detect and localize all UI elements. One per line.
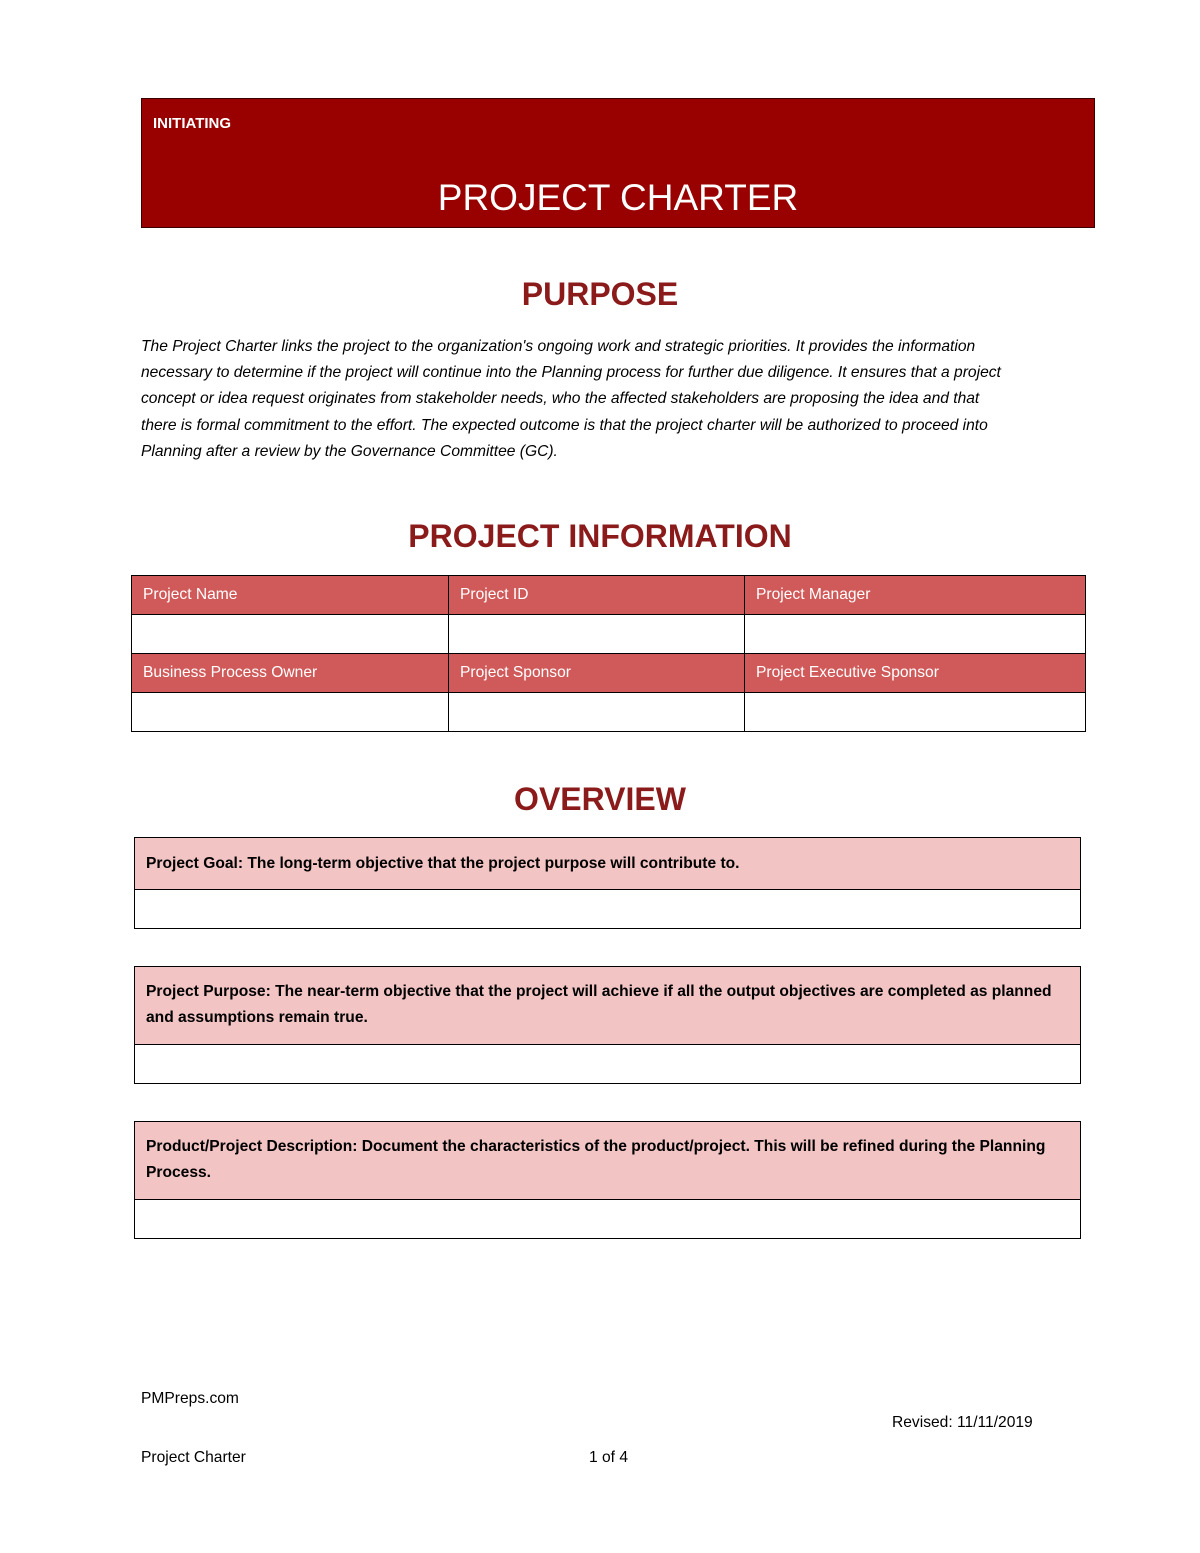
project-goal-description: The long-term objective that the project purpose will contribute to.	[243, 855, 740, 872]
table-header-row	[132, 654, 1086, 693]
project-id-header: Project ID	[449, 576, 745, 615]
project-goal-box	[134, 837, 1081, 929]
project-sponsor-field[interactable]	[449, 693, 745, 732]
product-project-description-header	[135, 1122, 1080, 1200]
overview-heading: OVERVIEW	[514, 781, 686, 817]
project-purpose-label: Project Purpose:	[146, 983, 271, 1000]
table-value-row	[132, 693, 1086, 732]
project-name-field[interactable]	[132, 615, 449, 654]
project-goal-label: Project Goal:	[146, 855, 244, 872]
project-id-field[interactable]	[449, 615, 745, 654]
product-project-description-label: Product/Project Description:	[146, 1138, 358, 1155]
purpose-heading: PURPOSE	[521, 276, 679, 312]
project-goal-field[interactable]	[135, 890, 1080, 928]
project-purpose-box	[134, 966, 1081, 1084]
project-sponsor-header: Project Sponsor	[449, 654, 745, 693]
business-process-owner-header: Business Process Owner	[132, 654, 449, 693]
product-project-description-text: Document the characteristics of the product/project. This will be refined during the Planning Process.	[146, 1138, 1046, 1181]
project-goal-header	[135, 838, 1080, 890]
project-information-table	[131, 575, 1086, 732]
project-manager-header: Project Manager	[745, 576, 1086, 615]
project-name-header: Project Name	[132, 576, 449, 615]
phase-label: INITIATING	[153, 115, 232, 132]
product-project-description-box	[134, 1121, 1081, 1239]
project-manager-field[interactable]	[745, 615, 1086, 654]
website-label: PMPreps.com	[141, 1390, 239, 1407]
header-banner	[141, 98, 1095, 228]
project-executive-sponsor-header: Project Executive Sponsor	[745, 654, 1086, 693]
revised-date: Revised: 11/11/2019	[892, 1414, 1033, 1431]
page-number: 1 of 4	[589, 1449, 629, 1466]
project-purpose-field[interactable]	[135, 1045, 1080, 1083]
project-executive-sponsor-field[interactable]	[745, 693, 1086, 732]
product-project-description-field[interactable]	[135, 1200, 1080, 1238]
purpose-text: The Project Charter links the project to the organization's ongoing work and strategic priorities. It provides the information necessary to determine if the project will continue into the Planning process for further due diligence. It ensures that a project concept or idea request originates from stakeholder needs, who the affected stakeholders are proposing the idea and that there is formal commitment to the effort. The expected outcome is that the project charter will be authorized to proceed into Planning after a review by the Governance Committee (GC).	[141, 338, 1001, 460]
project-information-heading: PROJECT INFORMATION	[408, 518, 792, 554]
document-title: PROJECT CHARTER	[437, 177, 799, 218]
project-purpose-header	[135, 967, 1080, 1045]
table-header-row	[132, 576, 1086, 615]
business-process-owner-field[interactable]	[132, 693, 449, 732]
footer-document-name: Project Charter	[141, 1449, 246, 1466]
table-value-row	[132, 615, 1086, 654]
project-purpose-description: The near-term objective that the project will achieve if all the output objectives are completed as planned and assumptions remain true.	[146, 983, 1052, 1026]
